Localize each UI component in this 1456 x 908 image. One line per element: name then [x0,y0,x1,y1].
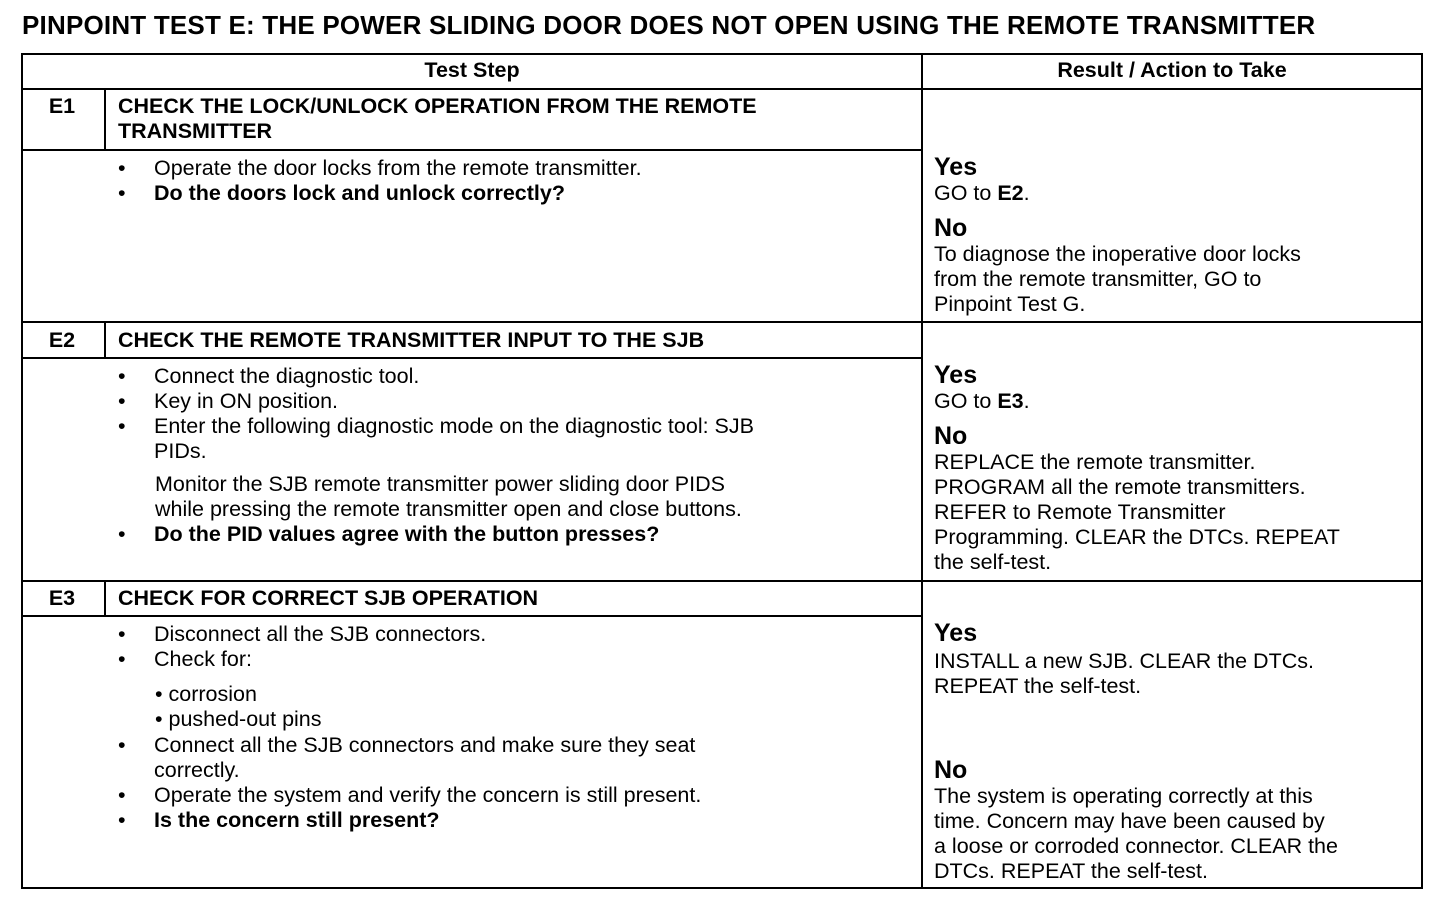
e1-no-label: No [934,214,968,242]
table-border-bottom [21,887,1423,889]
step-title-e2: CHECK THE REMOTE TRANSMITTER INPUT TO THE SJB [118,328,705,352]
e2-id-divider [104,321,106,358]
e3-yes-action: INSTALL a new SJB. CLEAR the DTCs. REPEAT the self-test. [934,649,1314,698]
table-border-right [1421,53,1423,889]
e2-yes-action: GO to E3. [934,389,1030,413]
e3-yes-label: Yes [934,619,978,647]
e2-result [934,362,1414,575]
row-divider-e3 [21,580,1423,582]
step-title-e3: CHECK FOR CORRECT SJB OPERATION [118,586,539,610]
e3-no-action: The system is operating correctly at this time. Concern may have been caused by a loose or corroded connector. CLEAR the DTCs. REPEAT the self-test. [934,784,1338,883]
e2-title-underline [21,357,923,359]
e3-no-result [934,757,1414,884]
e3-yes-result [934,620,1414,699]
e1-result [934,154,1414,317]
e2-no-label: No [934,422,968,450]
header-divider [21,88,1423,90]
column-header-result: Result / Action to Take [1057,58,1287,82]
page-title: PINPOINT TEST E: THE POWER SLIDING DOOR DOES NOT OPEN USING THE REMOTE TRANSMITTER [22,10,1316,40]
e3-no-label: No [934,756,968,784]
e1-no-action: To diagnose the inoperative door locks from the remote transmitter, GO to Pinpoint Test G. [934,242,1301,316]
row-divider-e2 [21,321,1423,323]
e3-id-divider [104,580,106,616]
step-title-e1: CHECK THE LOCK/UNLOCK OPERATION FROM THE REMOTE TRANSMITTER [118,94,757,143]
column-header-test-step: Test Step [424,58,520,82]
step-id-e1: E1 [48,94,76,118]
e2-yes-label: Yes [934,361,978,389]
e1-yes-action: GO to E2. [934,181,1030,205]
e1-id-divider [104,88,106,150]
e1-yes-label: Yes [934,153,978,181]
e3-title-underline [21,615,923,617]
table-border-left [21,53,23,889]
e2-no-action: REPLACE the remote transmitter. PROGRAM all the remote transmitters. REFER to Remote Transmitter Programming. CLEAR the DTCs. REPEAT the self-test. [934,450,1340,574]
step-id-e2: E2 [48,328,76,352]
column-divider [921,53,923,889]
e2-monitor-text: Monitor the SJB remote transmitter power sliding door PIDS while pressing the remote transmitter open and close buttons. [155,472,742,521]
table-border-top [21,53,1423,55]
step-id-e3: E3 [48,586,76,610]
e3-sub-bullet-1: • corrosion [155,682,257,706]
e3-sub-bullet-2: • pushed-out pins [155,707,322,731]
e1-title-underline [21,149,923,151]
